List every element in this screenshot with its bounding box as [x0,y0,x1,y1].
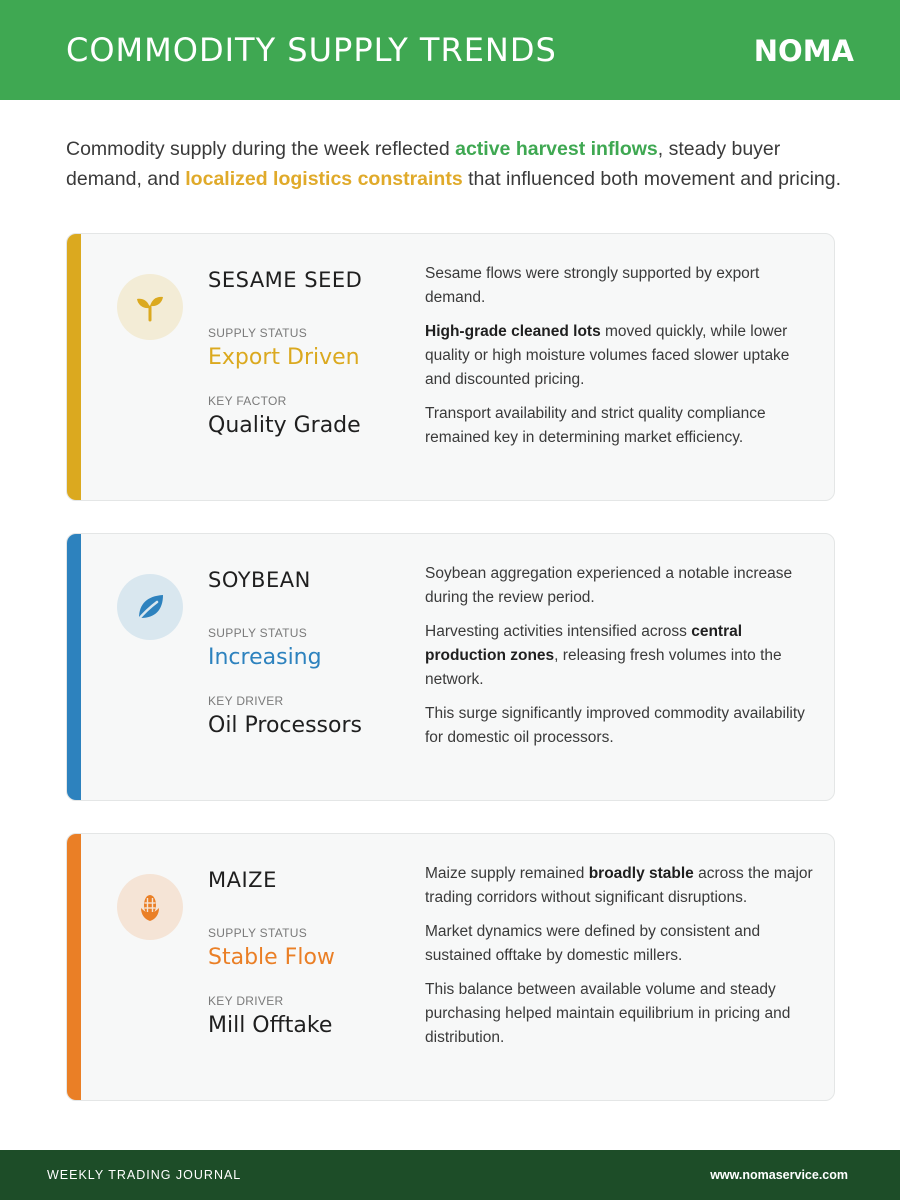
description-bold: central production zones [425,623,743,664]
description-bold: broadly stable [588,865,694,882]
card-accent-bar [67,834,81,1100]
card-title: SOYBEAN [208,568,311,592]
description-paragraph: Sesame flows were strongly supported by export demand. [425,265,760,306]
intro-highlight-harvest: active harvest inflows [455,138,658,160]
description-paragraph: This surge significantly improved commodity availability for domestic oil processors. [425,705,805,746]
card-description [425,262,815,460]
intro-text: that influenced both movement and pricing. [462,168,842,190]
supply-status-label: SUPPLY STATUS [208,326,308,340]
description-text: across the major trading corridors without significant disruptions. [425,865,813,906]
description-paragraph: Transport availability and strict quality compliance remained key in determining market efficiency. [425,405,766,446]
brand-logo: NOMA [753,34,854,68]
card-title: SESAME SEED [208,268,363,292]
description-paragraph: This balance between available volume and steady purchasing helped maintain equilibrium in pricing and distribution. [425,981,791,1046]
key-driver-label: KEY DRIVER [208,994,284,1008]
card-description [425,862,815,1060]
supply-status-label: SUPPLY STATUS [208,926,308,940]
description-paragraph: Market dynamics were defined by consistent and sustained offtake by domestic millers. [425,923,761,964]
commodity-card-sesame [66,233,835,501]
page-title: COMMODITY SUPPLY TRENDS [66,31,557,69]
corn-icon [117,874,183,940]
description-text: Maize supply remained [425,865,589,882]
page-header [0,0,900,100]
leaf-icon [117,574,183,640]
intro-text: Commodity supply during the week reflected [66,138,456,160]
description-text: Harvesting activities intensified across [425,623,692,640]
supply-status-label: SUPPLY STATUS [208,626,308,640]
card-accent-bar [67,234,81,500]
website-link[interactable]: www.nomaservice.com [710,1168,848,1182]
commodity-card-soybean [66,533,835,801]
card-title: MAIZE [208,868,277,892]
description-paragraph: Soybean aggregation experienced a notable increase during the review period. [425,565,793,606]
key-factor-value: Quality Grade [208,413,361,438]
sprout-icon [117,274,183,340]
supply-status-value: Stable Flow [208,945,335,970]
key-driver-value: Oil Processors [208,713,362,738]
intro-paragraph [66,134,846,194]
commodity-card-maize [66,833,835,1101]
supply-status-value: Increasing [208,645,322,670]
intro-highlight-logistics: localized logistics constraints [185,168,463,190]
description-text: , releasing fresh volumes into the network. [425,647,782,688]
description-text: moved quickly, while lower quality or high moisture volumes faced slower uptake and discounted pricing. [425,323,790,388]
card-accent-bar [67,534,81,800]
description-paragraph [425,862,815,910]
intro-text: , steady buyer demand, and [66,138,781,190]
description-paragraph [425,620,815,692]
card-description [425,562,815,760]
description-bold: High-grade cleaned lots [425,323,601,340]
key-driver-label: KEY DRIVER [208,694,284,708]
description-paragraph [425,320,815,392]
key-factor-label: KEY FACTOR [208,394,287,408]
journal-name: WEEKLY TRADING JOURNAL [47,1168,242,1182]
supply-status-value: Export Driven [208,345,360,370]
key-driver-value: Mill Offtake [208,1013,333,1038]
page-footer [0,1150,900,1200]
